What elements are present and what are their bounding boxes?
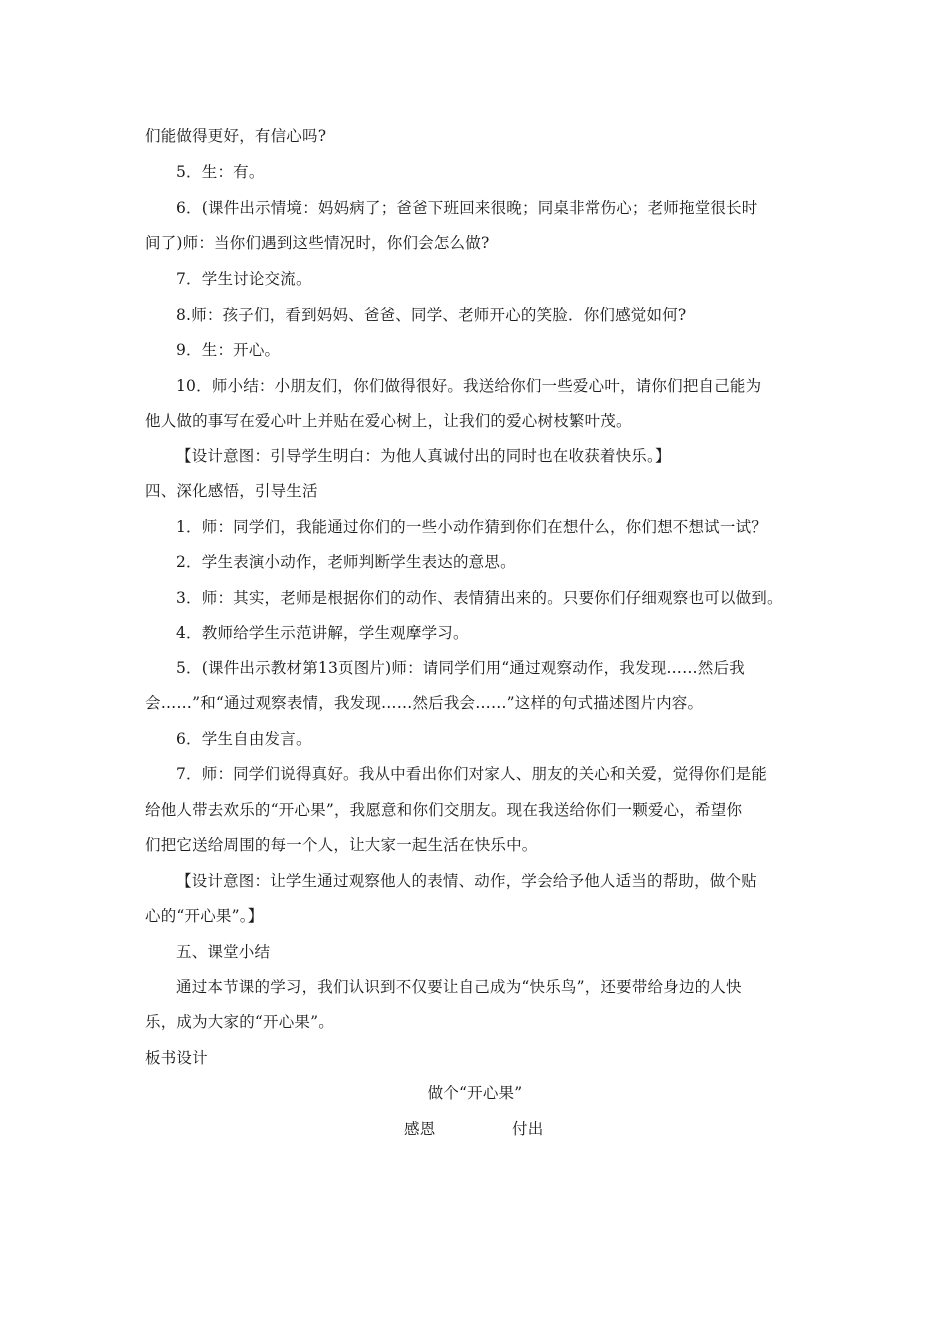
text-line: 6．(课件出示情境：妈妈病了；爸爸下班回来很晚；同桌非常伤心；老师拖堂很长时 xyxy=(176,199,758,217)
design-intent-note: 【设计意图：引导学生明白：为他人真诚付出的同时也在收获着快乐。】 xyxy=(176,447,671,465)
text-line: 2．学生表演小动作，老师判断学生表达的意思。 xyxy=(176,553,516,571)
board-right-item: 付出 xyxy=(512,1120,544,1138)
text-line: 7．师：同学们说得真好。我从中看出你们对家人、朋友的关心和关爱，觉得你们是能 xyxy=(176,765,767,783)
text-line: 们把它送给周围的每一个人，让大家一起生活在快乐中。 xyxy=(145,836,538,854)
text-line: 心的“开心果”。】 xyxy=(145,907,264,925)
text-line: 6．学生自由发言。 xyxy=(176,730,312,748)
text-line: 8.师：孩子们，看到妈妈、爸爸、同学、老师开心的笑脸．你们感觉如何? xyxy=(176,306,687,324)
text-line: 3．师：其实，老师是根据你们的动作、表情猜出来的。只要你们仔细观察也可以做到。 xyxy=(176,589,783,607)
board-title: 做个“开心果” xyxy=(427,1084,523,1102)
text-line: 5．生：有。 xyxy=(176,163,265,181)
section-heading: 五、课堂小结 xyxy=(176,943,271,961)
section-heading: 四、深化感悟，引导生活 xyxy=(145,482,318,500)
text-line: 间了)师：当你们遇到这些情况时，你们会怎么做? xyxy=(145,234,490,252)
text-line: 5．(课件出示教材第13页图片)师：请同学们用“通过观察动作，我发现……然后我 xyxy=(176,659,745,677)
text-line: 4．教师给学生示范讲解，学生观摩学习。 xyxy=(176,624,469,642)
design-intent-note: 【设计意图：让学生通过观察他人的表情、动作，学会给予他人适当的帮助，做个贴 xyxy=(176,872,757,890)
text-line: 通过本节课的学习，我们认识到不仅要让自己成为“快乐鸟”，还要带给身边的人快 xyxy=(176,978,742,996)
text-line: 7．学生讨论交流。 xyxy=(176,270,312,288)
text-line: 会……”和“通过观察表情，我发现……然后我会……”这样的句式描述图片内容。 xyxy=(145,694,704,712)
text-line: 1．师：同学们，我能通过你们的一些小动作猜到你们在想什么，你们想不想试一试？ xyxy=(176,518,767,536)
board-left-item: 感恩 xyxy=(404,1120,436,1138)
text-line: 他人做的事写在爱心叶上并贴在爱心树上，让我们的爱心树枝繁叶茂。 xyxy=(145,412,632,430)
section-heading: 板书设计 xyxy=(145,1049,208,1067)
text-line: 们能做得更好，有信心吗? xyxy=(145,127,327,145)
text-line: 给他人带去欢乐的“开心果”，我愿意和你们交朋友。现在我送给你们一颗爱心，希望你 xyxy=(145,801,743,819)
text-line: 乐，成为大家的“开心果”。 xyxy=(145,1013,334,1031)
text-line: 10．师小结：小朋友们，你们做得很好。我送给你们一些爱心叶，请你们把自己能为 xyxy=(176,377,762,395)
text-line: 9．生：开心。 xyxy=(176,341,281,359)
